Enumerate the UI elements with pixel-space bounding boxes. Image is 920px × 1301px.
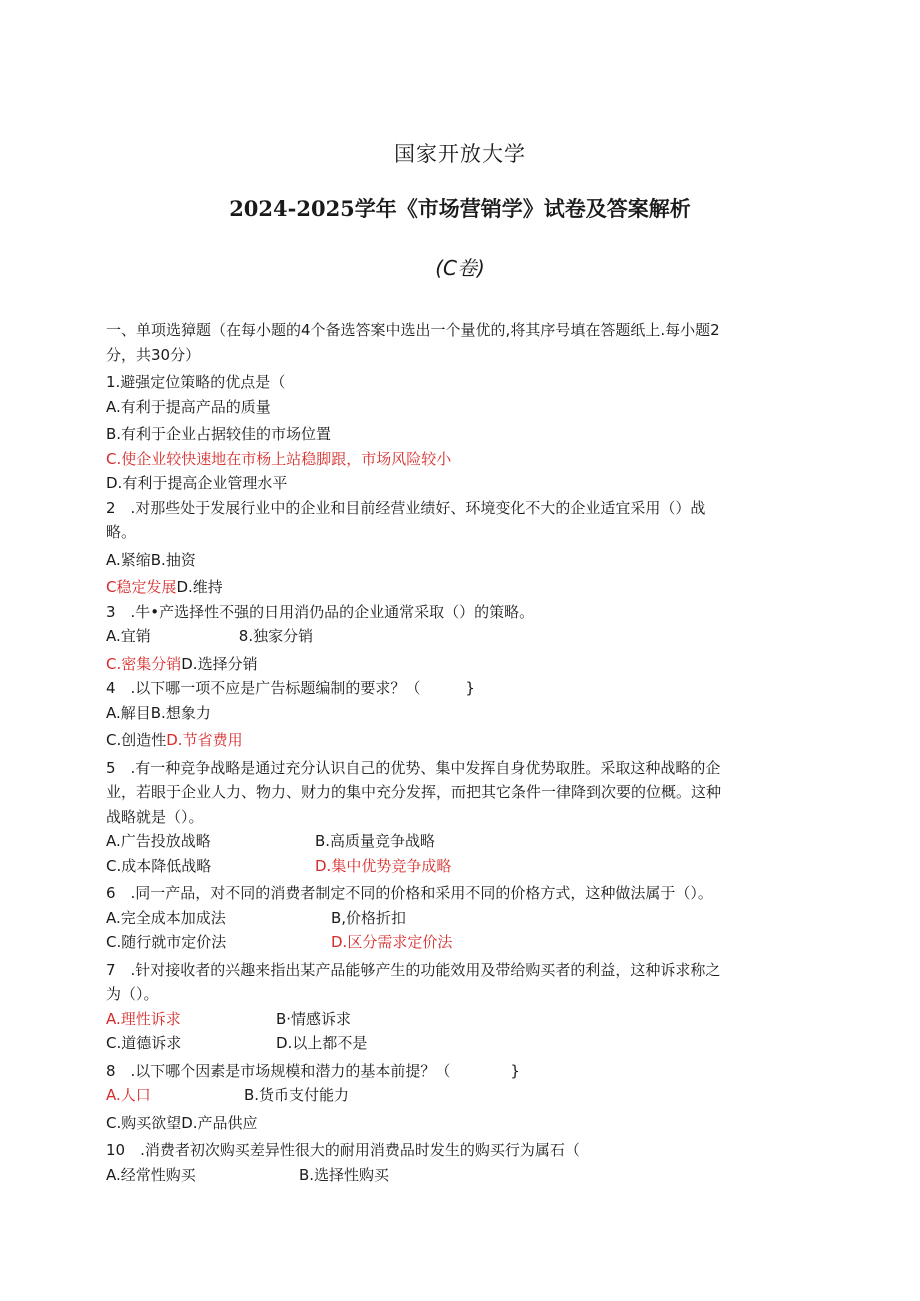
question-6-option-b: B,价格折扣: [331, 908, 407, 927]
question-6-option-c: C.随行就市定价法: [106, 933, 227, 951]
question-5-options-cd: [106, 854, 818, 879]
question-1-option-b: B.有利于企业占据较佳的市场位置: [106, 425, 332, 443]
question-3-stem: 3 .牛•产选择性不强的日用消仍品的企业通常采取（）的策略。: [106, 602, 535, 621]
question-5-stem-line2: 业，若眼于企业人力、物力、财力的集中充分发挥，而把其它条件一律降到次要的位概。这种: [106, 783, 722, 801]
question-1-option-d: D.有利于提高企业管理水平: [106, 474, 288, 492]
question-5-stem-line1: 5 .有一种竞争战略是通过充分认识自己的优势、集中发挥自身优势取胜。采取这种战略的企: [106, 758, 721, 777]
question-3-option-c-answer: C.密集分销: [106, 654, 182, 673]
question-4-option-d-answer: D.节省费用: [166, 731, 243, 749]
question-10-option-b: B.选择性购买: [299, 1165, 390, 1184]
question-7-option-d: D.以上都不是: [276, 1034, 368, 1052]
question-10-option-a: A.经常性购买: [106, 1165, 196, 1184]
question-8-options-ab: [106, 1083, 818, 1108]
question-3-options-ab: [106, 624, 818, 649]
question-3-option-b: 8.独家分销: [238, 627, 314, 645]
question-8-option-b: B.货币支付能力: [244, 1086, 350, 1104]
question-5-option-b: B.高质量竞争战略: [315, 832, 436, 850]
question-2-stem-line1: 2 .对那些处于发展行业中的企业和目前经营业绩好、环境变化不大的企业适宜采用（）战: [106, 498, 706, 517]
question-6-options-ab: [106, 906, 818, 931]
question-7-option-c: C.道德诉求: [106, 1034, 182, 1052]
question-7-stem-line1: 7 .针对接收者的兴趣来指出某产品能够产生的功能效用及带给购买者的利益，这种诉求称之: [106, 960, 721, 979]
question-3-option-d: D.选择分销: [181, 654, 258, 673]
question-4-option-c: C.创造性: [106, 731, 167, 749]
question-4-stem: 4 .以下哪一项不应是广告标题编制的要求？（ }: [106, 679, 475, 697]
question-6-option-a: A.完全成本加成法: [106, 908, 226, 927]
question-2-option-c-answer: C稳定发展: [106, 578, 177, 596]
question-6-options-cd: [106, 930, 818, 955]
question-8-stem: 8 .以下哪个因素是市场规模和潜力的基本前提？（ }: [106, 1061, 520, 1080]
question-5-option-a: A.广告投放战略: [106, 832, 211, 850]
question-7-stem-line2: 为（）。: [106, 985, 159, 1003]
question-6-stem: 6 .同一产品，对不同的消费者制定不同的价格和采用不同的价格方式，这种做法属于（）。: [106, 884, 713, 902]
exam-body: [106, 318, 818, 1187]
section-instruction-line1: 一、单项选獐题（在每小题的4个备选答案中选出一个量优的,将其序号填在答题纸上.每小题2: [106, 321, 720, 339]
question-4-options-cd: [106, 728, 818, 753]
question-8-option-a-answer: A.人口: [106, 1086, 151, 1104]
question-4-option-ab: A.解目B.想象力: [106, 703, 211, 722]
question-5-option-c: C.成本降低战略: [106, 856, 212, 875]
question-7-options-ab: [106, 1007, 818, 1032]
exam-title: 2024-2025学年《市场营销学》试卷及答案解析: [229, 196, 691, 221]
question-7-option-a-answer: A.理性诉求: [106, 1009, 181, 1028]
question-5-options-ab: [106, 829, 818, 854]
question-10-options-ab: [106, 1163, 818, 1188]
question-7-option-b: B·情感诉求: [276, 1009, 352, 1028]
question-10-stem: 10 .消费者初次购买差异性很大的耐用消费品时发生的购买行为属石（: [106, 1141, 580, 1159]
question-2-option-d: D.维持: [176, 578, 223, 596]
school-name: 国家开放大学: [394, 142, 526, 166]
question-2-option-ab: A.紧缩B.抽资: [106, 550, 196, 569]
section-instruction-line2: 分，共30分）: [106, 345, 201, 364]
question-7-options-cd: [106, 1031, 818, 1056]
question-2-options-cd: [106, 575, 818, 600]
question-6-option-d-answer: D.区分需求定价法: [331, 933, 453, 951]
question-1-option-a: A.有利于提高产品的质量: [106, 397, 271, 416]
question-5-stem-line3: 战略就是（）。: [106, 807, 204, 826]
question-2-stem-line2: 略。: [106, 523, 137, 541]
question-5-option-d-answer: D.集中优势竞争成略: [315, 856, 452, 875]
question-1-option-c-answer: C.使企业较快速地在市杨上站稳脚跟，市场风险较小: [106, 449, 452, 468]
exam-volume: (C卷): [435, 256, 485, 280]
question-3-options-cd: [106, 652, 818, 677]
question-1-stem: 1.避强定位策略的优点是（: [106, 373, 286, 391]
question-8-option-cd: C.购买欲望D.产品供应: [106, 1113, 258, 1132]
question-3-option-a: A.宜销: [106, 627, 151, 645]
